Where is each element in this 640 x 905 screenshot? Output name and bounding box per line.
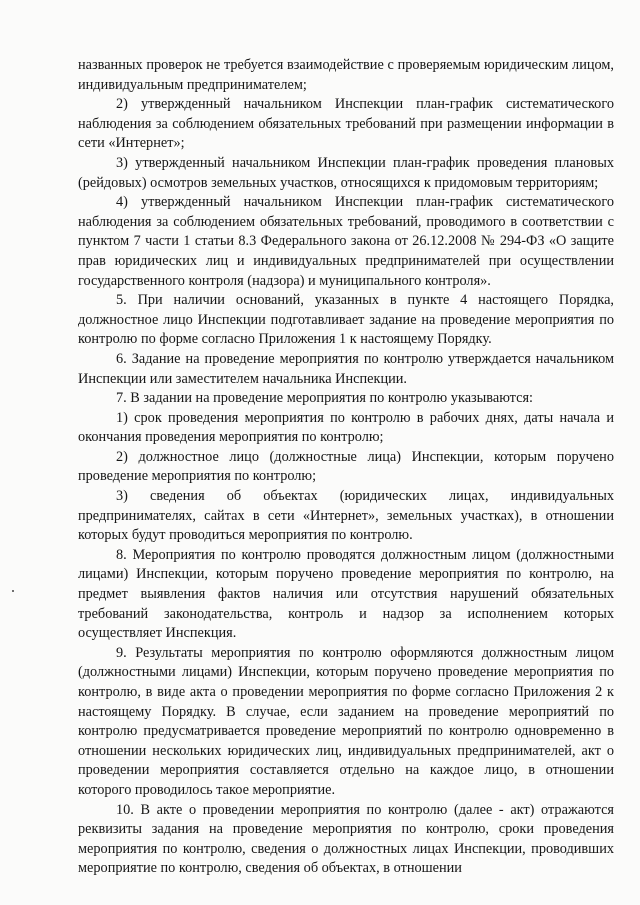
paragraph-5: 5. При наличии оснований, указанных в пункте 4 настоящего Порядка, должностное лицо Инспекции подготавливает задание на проведение мероприятия по контролю по форме согласно Приложения 1 к настоящему Порядку. — [78, 292, 614, 348]
paragraph-continuation: названных проверок не требуется взаимодействие с проверяемым юридическим лицом, индивидуальным предпринимателем; — [78, 57, 614, 93]
paragraph-item-2: 2) утвержденный начальником Инспекции план-график систематического наблюдения за соблюдением обязательных требований при размещении информации в сети «Интернет»; — [78, 96, 614, 152]
paragraph-9: 9. Результаты мероприятия по контролю оформляются должностным лицом (должностными лицами) Инспекции, которым поручено проведение мероприятия по контролю, в виде акта о проведении мероприятия по форме согласно Приложения 2 к настоящему Порядку. В случае, если заданием на проведение мероприятий по контролю предусматривается проведение мероприятий по контролю одновременно в отношении нескольких юридических лиц, индивидуальных предпринимателей, акт о проведении мероприятия составляется отдельно на каждое лицо, в отношении которого проводилось такое мероприятие. — [78, 644, 614, 798]
paragraph-10: 10. В акте о проведении мероприятия по контролю (далее - акт) отражаются реквизиты задания на проведение мероприятия по контролю, сроки проведения мероприятия по контролю, сведения о должностных лицах Инспекции, проводивших мероприятие по контролю, сведения об объектах, в отношении — [78, 801, 614, 877]
paragraph-6: 6. Задание на проведение мероприятия по контролю утверждается начальником Инспекции или заместителем начальника Инспекции. — [78, 350, 614, 387]
paragraph-7: 7. В задании на проведение мероприятия по контролю указываются: — [116, 390, 534, 407]
scan-speck — [12, 590, 14, 592]
paragraph-7-item-1: 1) срок проведения мероприятия по контролю в рабочих днях, даты начала и окончания проведения мероприятия по контролю; — [78, 409, 614, 446]
paragraph-7-item-3: 3) сведения об объектах (юридических лицах, индивидуальных предпринимателях, сайтах в сети «Интернет», земельных участках), в отношении которых будут проводиться мероприятия по контролю. — [78, 488, 614, 544]
paragraph-7-item-2: 2) должностное лицо (должностные лица) Инспекции, которым поручено проведение мероприятия по контролю; — [78, 448, 614, 485]
paragraph-8: 8. Мероприятия по контролю проводятся должностным лицом (должностными лицами) Инспекции, которым поручено проведение мероприятия по контролю, на предмет выявления фактов наличия или отсутствия нарушений обязательных требований законодательства, контроль и надзор за исполнением которых осуществляет Инспекция. — [78, 546, 614, 642]
paragraph-item-4: 4) утвержденный начальником Инспекции план-график систематического наблюдения за соблюдением обязательных требований, проводимого в соответствии с пунктом 7 части 1 статьи 8.3 Федерального закона от 26.12.2008 № 294-ФЗ «О защите прав юридических лиц и индивидуальных предпринимателей при осуществлении государственного контроля (надзора) и муниципального контроля». — [78, 194, 614, 289]
paragraph-item-3: 3) утвержденный начальником Инспекции план-график проведения плановых (рейдовых) осмотров земельных участков, относящихся к придомовым территориям; — [78, 154, 614, 191]
